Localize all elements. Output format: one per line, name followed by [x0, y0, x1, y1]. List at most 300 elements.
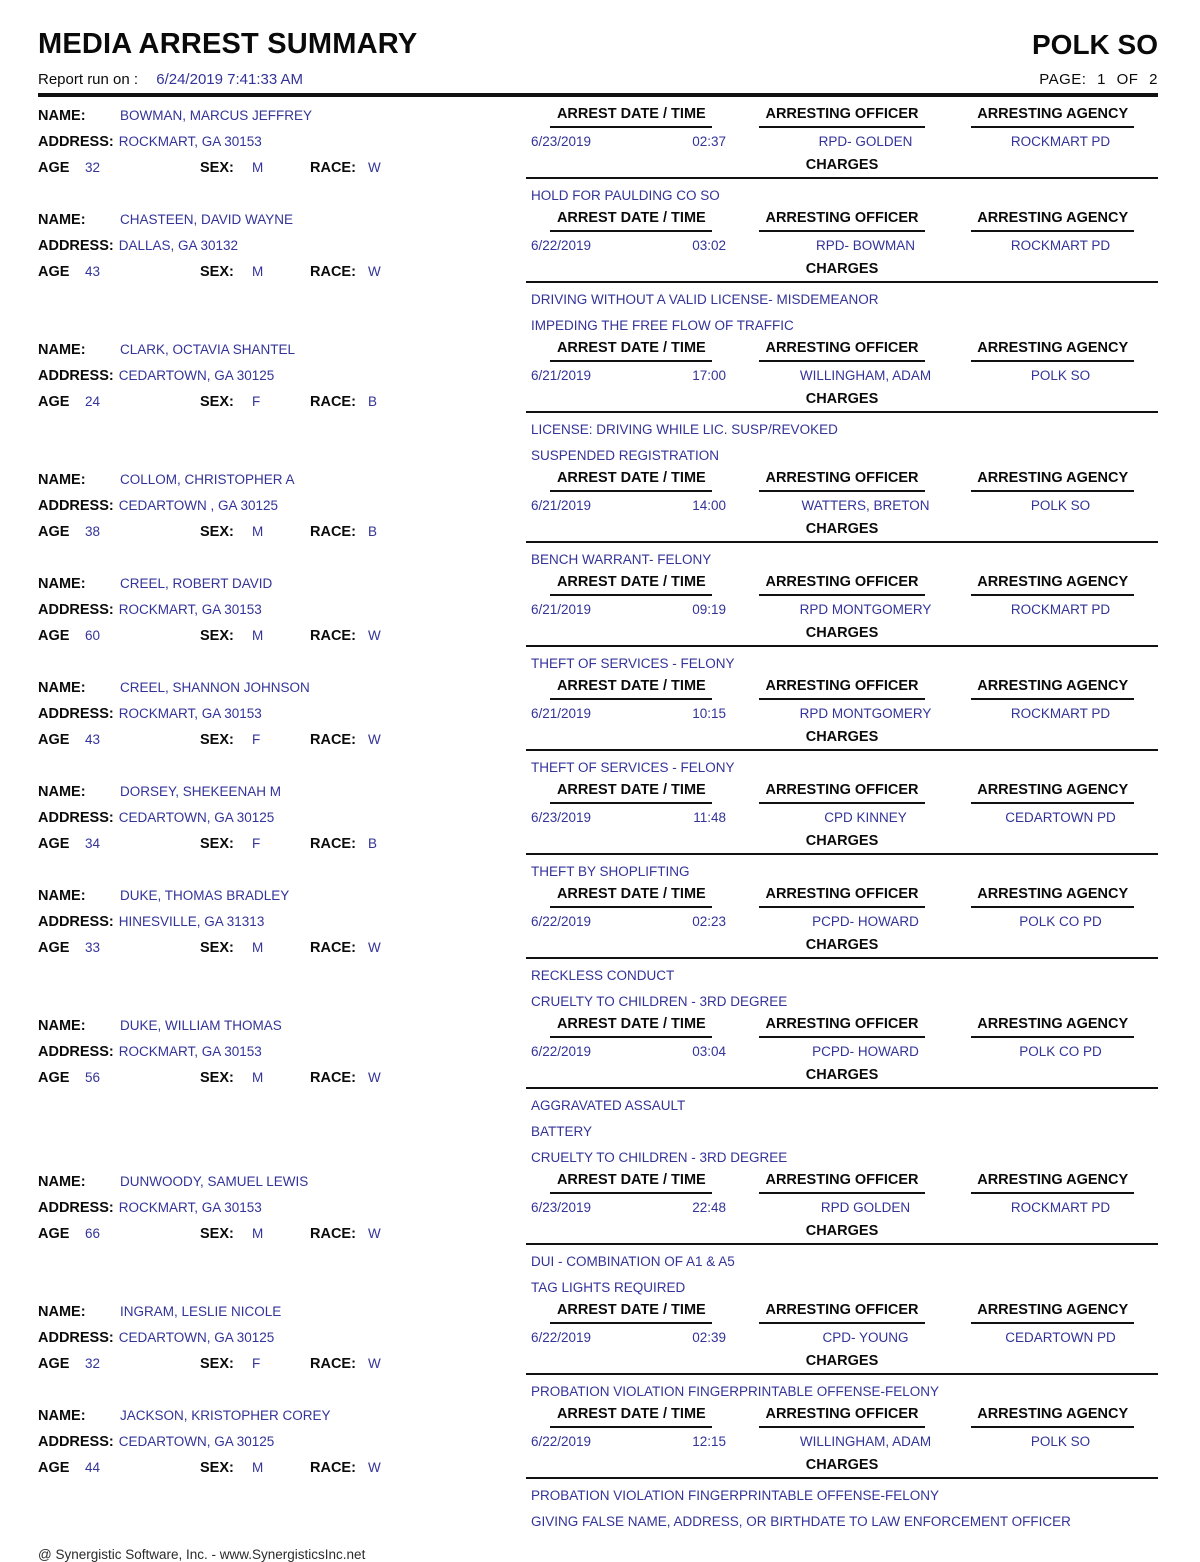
subject-address: CEDARTOWN, GA 30125: [118, 1434, 275, 1449]
arrest-info: [526, 105, 1158, 205]
arrest-time: 03:04: [692, 1044, 726, 1059]
charge-line: DUI - COMBINATION OF A1 & A5: [531, 1254, 735, 1269]
charge-line: DRIVING WITHOUT A VALID LICENSE- MISDEMEANOR: [531, 292, 879, 307]
subject-sex: F: [252, 732, 261, 747]
arrest-table-values: [526, 1329, 1158, 1347]
arresting-agency: ROCKMART PD: [1010, 706, 1111, 721]
subject-sex: M: [252, 524, 264, 539]
subject-race: W: [368, 264, 381, 279]
subject-age: 32: [85, 1356, 101, 1371]
header-divider: [38, 93, 1158, 97]
arrest-table-values: [526, 133, 1158, 151]
charges-header: CHARGES: [526, 936, 1158, 959]
subject-address: CEDARTOWN, GA 30125: [118, 810, 275, 825]
subject-sex: M: [252, 160, 264, 175]
subject-sex: M: [252, 1460, 264, 1475]
arrest-table-values: [526, 601, 1158, 619]
arrest-record: [38, 1301, 1158, 1401]
arresting-agency: CEDARTOWN PD: [1005, 1330, 1116, 1345]
charge-line: LICENSE: DRIVING WHILE LIC. SUSP/REVOKED: [531, 422, 838, 437]
charges-header: CHARGES: [526, 520, 1158, 543]
arresting-agency-header: ARRESTING AGENCY: [971, 105, 1134, 128]
arrest-table-header: [526, 1015, 1158, 1038]
arresting-officer-header: ARRESTING OFFICER: [759, 339, 924, 362]
arresting-agency-header: ARRESTING AGENCY: [971, 677, 1134, 700]
age-label: AGE: [38, 264, 70, 280]
arresting-agency: POLK SO: [1030, 1434, 1091, 1449]
agency-title: POLK SO: [1031, 29, 1158, 60]
address-label: ADDRESS:: [38, 1434, 114, 1450]
subject-race: B: [368, 836, 378, 851]
charge-line: AGGRAVATED ASSAULT: [531, 1098, 686, 1113]
arrest-datetime-header: ARREST DATE / TIME: [550, 1015, 712, 1038]
arresting-agency-header: ARRESTING AGENCY: [971, 209, 1134, 232]
subject-name: DORSEY, SHEKEENAH M: [120, 784, 282, 799]
arresting-officer: PCPD- HOWARD: [812, 1044, 919, 1059]
charges-header: CHARGES: [526, 1066, 1158, 1089]
subject-age: 43: [85, 264, 101, 279]
arrest-date: 6/22/2019: [531, 1330, 592, 1345]
arrest-date: 6/22/2019: [531, 1434, 592, 1449]
arresting-officer: WATTERS, BRETON: [801, 498, 930, 513]
arrest-datetime-header: ARREST DATE / TIME: [550, 885, 712, 908]
arrest-table-values: [526, 237, 1158, 255]
subject-name: DUKE, THOMAS BRADLEY: [120, 888, 290, 903]
arrest-table-header: [526, 781, 1158, 804]
arrest-record: [38, 339, 1158, 465]
charges-header: CHARGES: [526, 156, 1158, 179]
arrest-time: 03:02: [692, 238, 726, 253]
charge-line: IMPEDING THE FREE FLOW OF TRAFFIC: [531, 318, 794, 333]
charge-line: THEFT OF SERVICES - FELONY: [531, 760, 735, 775]
charges-header: CHARGES: [526, 390, 1158, 413]
arrest-table-values: [526, 497, 1158, 515]
charges-header: CHARGES: [526, 624, 1158, 647]
subject-address: CEDARTOWN , GA 30125: [118, 498, 279, 513]
report-header: [38, 28, 1158, 61]
charge-line: HOLD FOR PAULDING CO SO: [531, 188, 720, 203]
subject-info: [38, 1171, 526, 1297]
charge-line: PROBATION VIOLATION FINGERPRINTABLE OFFENSE-FELONY: [531, 1488, 940, 1503]
arrest-record: [38, 885, 1158, 1011]
arrest-info: [526, 677, 1158, 777]
report-run-on: [38, 71, 303, 88]
arrest-info: [526, 1301, 1158, 1401]
subject-race: W: [368, 732, 381, 747]
subject-race: W: [368, 160, 381, 175]
arresting-officer: CPD KINNEY: [824, 810, 907, 825]
subject-race: B: [368, 524, 378, 539]
arrest-record: [38, 105, 1158, 205]
arresting-agency-header: ARRESTING AGENCY: [971, 573, 1134, 596]
age-label: AGE: [38, 394, 70, 410]
arresting-officer: RPD MONTGOMERY: [799, 602, 932, 617]
subject-sex: F: [252, 1356, 261, 1371]
address-label: ADDRESS:: [38, 238, 114, 254]
subject-info: [38, 339, 526, 465]
age-label: AGE: [38, 628, 70, 644]
arrest-info: [526, 1171, 1158, 1297]
race-label: RACE:: [310, 628, 356, 644]
arresting-agency-header: ARRESTING AGENCY: [971, 469, 1134, 492]
subject-sex: M: [252, 1070, 264, 1085]
arresting-agency: ROCKMART PD: [1010, 1200, 1111, 1215]
arrest-time: 12:15: [692, 1434, 726, 1449]
subject-age: 43: [85, 732, 101, 747]
subject-address: ROCKMART, GA 30153: [118, 1044, 262, 1059]
subject-age: 32: [85, 160, 101, 175]
charges-list: [526, 551, 1158, 569]
arrest-date: 6/22/2019: [531, 238, 592, 253]
sex-label: SEX:: [200, 160, 234, 176]
arrest-time: 17:00: [692, 368, 726, 383]
arresting-agency: POLK CO PD: [1019, 1044, 1102, 1059]
subject-info: [38, 1405, 526, 1531]
page-title: MEDIA ARREST SUMMARY: [38, 28, 418, 60]
race-label: RACE:: [310, 940, 356, 956]
subject-name: JACKSON, KRISTOPHER COREY: [120, 1408, 331, 1423]
sex-label: SEX:: [200, 524, 234, 540]
arresting-officer: RPD GOLDEN: [820, 1200, 911, 1215]
subject-address: HINESVILLE, GA 31313: [118, 914, 265, 929]
page-label: PAGE:: [1039, 71, 1087, 88]
arrest-table-values: [526, 705, 1158, 723]
arrest-table-header: [526, 573, 1158, 596]
subject-name: BOWMAN, MARCUS JEFFREY: [120, 108, 313, 123]
arrest-datetime-header: ARREST DATE / TIME: [550, 1171, 712, 1194]
arresting-agency: POLK SO: [1030, 498, 1091, 513]
page-of-label: OF: [1116, 71, 1139, 88]
arresting-officer: RPD- GOLDEN: [818, 134, 913, 149]
arrest-table-header: [526, 885, 1158, 908]
race-label: RACE:: [310, 394, 356, 410]
charge-line: GIVING FALSE NAME, ADDRESS, OR BIRTHDATE TO LAW ENFORCEMENT OFFICER: [531, 1514, 1071, 1529]
arresting-officer: WILLINGHAM, ADAM: [799, 368, 932, 383]
subject-address: ROCKMART, GA 30153: [118, 1200, 262, 1215]
arresting-officer-header: ARRESTING OFFICER: [759, 781, 924, 804]
age-label: AGE: [38, 836, 70, 852]
footer-credit: @ Synergistic Software, Inc. - www.SynergisticsInc.net: [38, 1547, 366, 1562]
charges-list: [526, 1383, 1158, 1401]
name-label: NAME:: [38, 576, 86, 592]
age-label: AGE: [38, 1070, 70, 1086]
arrest-record: [38, 1171, 1158, 1297]
name-label: NAME:: [38, 342, 86, 358]
arrest-table-header: [526, 469, 1158, 492]
arresting-officer-header: ARRESTING OFFICER: [759, 105, 924, 128]
race-label: RACE:: [310, 1226, 356, 1242]
race-label: RACE:: [310, 1070, 356, 1086]
arresting-agency-header: ARRESTING AGENCY: [971, 1171, 1134, 1194]
address-label: ADDRESS:: [38, 134, 114, 150]
report-run-timestamp: 6/24/2019 7:41:33 AM: [156, 71, 304, 88]
subject-address: ROCKMART, GA 30153: [118, 602, 262, 617]
arrest-time: 11:48: [693, 810, 726, 825]
arrest-datetime-header: ARREST DATE / TIME: [550, 1301, 712, 1324]
subject-sex: M: [252, 628, 264, 643]
arrest-info: [526, 339, 1158, 465]
charges-list: [526, 187, 1158, 205]
arresting-officer-header: ARRESTING OFFICER: [759, 1301, 924, 1324]
subject-name: DUKE, WILLIAM THOMAS: [120, 1018, 282, 1033]
arrest-date: 6/22/2019: [531, 1044, 592, 1059]
subject-info: [38, 469, 526, 569]
subject-sex: M: [252, 264, 264, 279]
name-label: NAME:: [38, 1174, 86, 1190]
arrest-date: 6/21/2019: [531, 602, 592, 617]
records-list: [38, 105, 1158, 1531]
arrest-record: [38, 209, 1158, 335]
subject-address: CEDARTOWN, GA 30125: [118, 368, 275, 383]
arrest-table-values: [526, 1433, 1158, 1451]
arresting-agency-header: ARRESTING AGENCY: [971, 339, 1134, 362]
subject-sex: M: [252, 1226, 264, 1241]
address-label: ADDRESS:: [38, 1044, 114, 1060]
subject-age: 66: [85, 1226, 101, 1241]
charge-line: BENCH WARRANT- FELONY: [531, 552, 712, 567]
subject-name: COLLOM, CHRISTOPHER A: [120, 472, 295, 487]
subject-address: ROCKMART, GA 30153: [118, 706, 262, 721]
subject-sex: F: [252, 394, 261, 409]
address-label: ADDRESS:: [38, 498, 114, 514]
charge-line: THEFT BY SHOPLIFTING: [531, 864, 690, 879]
subject-address: ROCKMART, GA 30153: [118, 134, 262, 149]
arresting-agency: ROCKMART PD: [1010, 134, 1111, 149]
race-label: RACE:: [310, 732, 356, 748]
arrest-table-header: [526, 209, 1158, 232]
sex-label: SEX:: [200, 836, 234, 852]
arresting-officer-header: ARRESTING OFFICER: [759, 1171, 924, 1194]
arrest-datetime-header: ARREST DATE / TIME: [550, 573, 712, 596]
arrest-table-header: [526, 677, 1158, 700]
sex-label: SEX:: [200, 1356, 234, 1372]
address-label: ADDRESS:: [38, 368, 114, 384]
arrest-datetime-header: ARREST DATE / TIME: [550, 1405, 712, 1428]
subject-race: W: [368, 1070, 381, 1085]
page-total: 2: [1149, 71, 1158, 88]
sex-label: SEX:: [200, 628, 234, 644]
arrest-time: 14:00: [692, 498, 726, 513]
subject-age: 24: [85, 394, 101, 409]
charges-header: CHARGES: [526, 728, 1158, 751]
arresting-officer: CPD- YOUNG: [822, 1330, 909, 1345]
subject-info: [38, 105, 526, 205]
subject-age: 38: [85, 524, 101, 539]
charges-header: CHARGES: [526, 260, 1158, 283]
report-run-label: Report run on :: [38, 71, 139, 88]
subject-race: W: [368, 1226, 381, 1241]
age-label: AGE: [38, 940, 70, 956]
charge-line: CRUELTY TO CHILDREN - 3RD DEGREE: [531, 994, 788, 1009]
subject-info: [38, 573, 526, 673]
sex-label: SEX:: [200, 940, 234, 956]
charges-list: [526, 863, 1158, 881]
arrest-table-values: [526, 1043, 1158, 1061]
arrest-time: 02:37: [692, 134, 726, 149]
subject-race: W: [368, 1356, 381, 1371]
arrest-record: [38, 1405, 1158, 1531]
age-label: AGE: [38, 1460, 70, 1476]
arresting-officer: PCPD- HOWARD: [812, 914, 919, 929]
charge-line: TAG LIGHTS REQUIRED: [531, 1280, 686, 1295]
name-label: NAME:: [38, 680, 86, 696]
name-label: NAME:: [38, 108, 86, 124]
arresting-officer: RPD- BOWMAN: [816, 238, 915, 253]
arrest-date: 6/21/2019: [531, 706, 592, 721]
arrest-date: 6/22/2019: [531, 914, 592, 929]
arresting-agency: POLK CO PD: [1019, 914, 1102, 929]
name-label: NAME:: [38, 1304, 86, 1320]
sex-label: SEX:: [200, 264, 234, 280]
arrest-table-values: [526, 809, 1158, 827]
charges-header: CHARGES: [526, 832, 1158, 855]
arrest-table-header: [526, 339, 1158, 362]
charge-line: PROBATION VIOLATION FINGERPRINTABLE OFFENSE-FELONY: [531, 1384, 940, 1399]
subject-info: [38, 1015, 526, 1167]
arrest-time: 22:48: [692, 1200, 726, 1215]
race-label: RACE:: [310, 1460, 356, 1476]
page-number: 1: [1097, 71, 1106, 88]
page-indicator: [1033, 71, 1158, 88]
subject-name: INGRAM, LESLIE NICOLE: [120, 1304, 282, 1319]
arrest-datetime-header: ARREST DATE / TIME: [550, 339, 712, 362]
arrest-table-header: [526, 105, 1158, 128]
subject-age: 44: [85, 1460, 101, 1475]
arrest-info: [526, 1405, 1158, 1531]
arrest-datetime-header: ARREST DATE / TIME: [550, 105, 712, 128]
name-label: NAME:: [38, 1018, 86, 1034]
arrest-info: [526, 781, 1158, 881]
subject-race: B: [368, 394, 378, 409]
arresting-agency-header: ARRESTING AGENCY: [971, 1015, 1134, 1038]
race-label: RACE:: [310, 524, 356, 540]
charges-list: [526, 967, 1158, 1011]
race-label: RACE:: [310, 1356, 356, 1372]
subject-info: [38, 677, 526, 777]
subject-age: 60: [85, 628, 101, 643]
arresting-agency-header: ARRESTING AGENCY: [971, 885, 1134, 908]
arrest-datetime-header: ARREST DATE / TIME: [550, 677, 712, 700]
race-label: RACE:: [310, 160, 356, 176]
charges-list: [526, 759, 1158, 777]
arrest-record: [38, 677, 1158, 777]
sex-label: SEX:: [200, 1070, 234, 1086]
arrest-table-header: [526, 1171, 1158, 1194]
address-label: ADDRESS:: [38, 602, 114, 618]
arresting-officer-header: ARRESTING OFFICER: [759, 1015, 924, 1038]
sex-label: SEX:: [200, 1460, 234, 1476]
arresting-agency-header: ARRESTING AGENCY: [971, 1405, 1134, 1428]
arrest-table-values: [526, 367, 1158, 385]
arresting-officer-header: ARRESTING OFFICER: [759, 1405, 924, 1428]
subject-sex: F: [252, 836, 261, 851]
arresting-officer: RPD MONTGOMERY: [799, 706, 932, 721]
subject-address: CEDARTOWN, GA 30125: [118, 1330, 275, 1345]
subject-name: CREEL, SHANNON JOHNSON: [120, 680, 310, 695]
arresting-agency: ROCKMART PD: [1010, 602, 1111, 617]
charges-list: [526, 1253, 1158, 1297]
subject-race: W: [368, 628, 381, 643]
arresting-agency: CEDARTOWN PD: [1005, 810, 1116, 825]
arrest-table-header: [526, 1405, 1158, 1428]
subject-race: W: [368, 940, 381, 955]
subject-age: 34: [85, 836, 101, 851]
sex-label: SEX:: [200, 1226, 234, 1242]
arrest-record: [38, 781, 1158, 881]
race-label: RACE:: [310, 264, 356, 280]
name-label: NAME:: [38, 472, 86, 488]
arrest-info: [526, 885, 1158, 1011]
arrest-record: [38, 469, 1158, 569]
subject-age: 33: [85, 940, 101, 955]
arrest-datetime-header: ARREST DATE / TIME: [550, 469, 712, 492]
subject-name: CREEL, ROBERT DAVID: [120, 576, 273, 591]
arrest-table-header: [526, 1301, 1158, 1324]
address-label: ADDRESS:: [38, 914, 114, 930]
address-label: ADDRESS:: [38, 810, 114, 826]
subject-name: DUNWOODY, SAMUEL LEWIS: [120, 1174, 309, 1189]
arrest-time: 09:19: [692, 602, 726, 617]
address-label: ADDRESS:: [38, 1330, 114, 1346]
charges-list: [526, 655, 1158, 673]
arrest-time: 10:15: [692, 706, 726, 721]
charge-line: RECKLESS CONDUCT: [531, 968, 675, 983]
subject-info: [38, 209, 526, 335]
arrest-table-values: [526, 1199, 1158, 1217]
arresting-officer: WILLINGHAM, ADAM: [799, 1434, 932, 1449]
arrest-record: [38, 573, 1158, 673]
arresting-officer-header: ARRESTING OFFICER: [759, 469, 924, 492]
arrest-date: 6/23/2019: [531, 810, 592, 825]
arrest-info: [526, 573, 1158, 673]
age-label: AGE: [38, 1356, 70, 1372]
name-label: NAME:: [38, 784, 86, 800]
age-label: AGE: [38, 1226, 70, 1242]
address-label: ADDRESS:: [38, 706, 114, 722]
arrest-time: 02:23: [692, 914, 726, 929]
charges-list: [526, 421, 1158, 465]
name-label: NAME:: [38, 888, 86, 904]
age-label: AGE: [38, 732, 70, 748]
charges-header: CHARGES: [526, 1352, 1158, 1375]
subject-race: W: [368, 1460, 381, 1475]
arrest-datetime-header: ARREST DATE / TIME: [550, 781, 712, 804]
sex-label: SEX:: [200, 732, 234, 748]
arrest-info: [526, 1015, 1158, 1167]
arresting-officer-header: ARRESTING OFFICER: [759, 573, 924, 596]
age-label: AGE: [38, 160, 70, 176]
charges-list: [526, 291, 1158, 335]
arresting-officer-header: ARRESTING OFFICER: [759, 885, 924, 908]
charge-line: BATTERY: [531, 1124, 593, 1139]
arrest-date: 6/23/2019: [531, 134, 592, 149]
charge-line: SUSPENDED REGISTRATION: [531, 448, 720, 463]
age-label: AGE: [38, 524, 70, 540]
arresting-agency: ROCKMART PD: [1010, 238, 1111, 253]
charge-line: THEFT OF SERVICES - FELONY: [531, 656, 735, 671]
arrest-date: 6/21/2019: [531, 368, 592, 383]
subject-age: 56: [85, 1070, 101, 1085]
arrest-record: [38, 1015, 1158, 1167]
charges-header: CHARGES: [526, 1456, 1158, 1479]
report-meta-row: [38, 71, 1158, 93]
arrest-time: 02:39: [692, 1330, 726, 1345]
sex-label: SEX:: [200, 394, 234, 410]
charges-list: [526, 1097, 1158, 1167]
charge-line: CRUELTY TO CHILDREN - 3RD DEGREE: [531, 1150, 788, 1165]
subject-info: [38, 1301, 526, 1401]
charges-header: CHARGES: [526, 1222, 1158, 1245]
